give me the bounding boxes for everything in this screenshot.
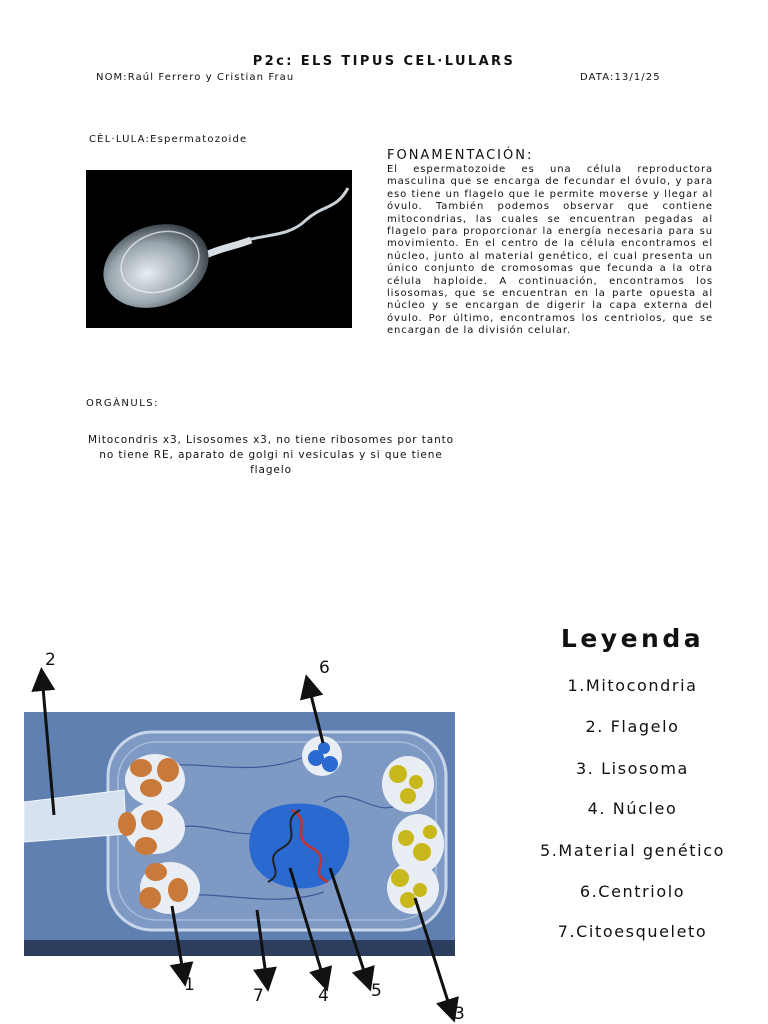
diagram-label-5: 5 [371, 981, 382, 1001]
diagram-label-4: 4 [318, 986, 329, 1006]
legend-item: 5.Material genético [539, 841, 726, 860]
legend-title: Leyenda [560, 624, 705, 653]
diagram-label-2: 2 [45, 650, 56, 670]
diagram-label-6: 6 [319, 658, 330, 678]
organuls-text: Mitocondris x3, Lisosomes x3, no tiene ribosomes por tanto no tiene RE, aparato de golgi ni vesiculas y si que tiene flagelo [87, 434, 455, 476]
legend-item: 7.Citoesqueleto [557, 922, 708, 941]
fonamentacion-title: FONAMENTACIÓN: [387, 148, 534, 163]
legend-item: 4. Núcleo [587, 799, 678, 818]
cell-model-photo [24, 712, 455, 956]
student-names: NOM:Raúl Ferrero y Cristian Frau [96, 72, 295, 83]
diagram-label-3: 3 [454, 1004, 465, 1024]
diagram-label-1: 1 [184, 975, 195, 995]
fonamentacion-text: El espermatozoide es una célula reproductora masculina que se encarga de fecundar el óvulo, y para eso tiene un flagelo que le permite moverse y llegar al óvulo. También podemos observar que contiene mitocondrias, las cuales se encuentran pegadas al flagelo para proporcionar la energía necesaria para su movimiento. En el centro de la célula encontramos el núcleo, junto al material genético, el cual presenta un único conjunto de cromosomas que fecunda a la otra célula haploide. A continuación, encontramos los lisosomas, que se encuentran en la parte opuesta al núcleo y se encargan de digerir la capa externa del óvulo. Por último, encontramos los centriolos, que se encargan de la división celular. [387, 164, 713, 337]
organuls-label: ORGÀNULS: [86, 398, 159, 409]
cell-type-label: CÈL·LULA:Espermatozoide [89, 134, 248, 145]
document-date: DATA:13/1/25 [580, 72, 661, 83]
legend-item: 6.Centriolo [579, 882, 686, 901]
legend-item: 3. Lisosoma [576, 759, 689, 778]
diagram-label-7: 7 [253, 986, 264, 1006]
legend-item: 2. Flagelo [585, 717, 680, 736]
sperm-cell-image [86, 170, 352, 328]
legend-item: 1.Mitocondria [567, 676, 698, 695]
page-title: P2c: ELS TIPUS CEL·LULARS [252, 54, 516, 69]
